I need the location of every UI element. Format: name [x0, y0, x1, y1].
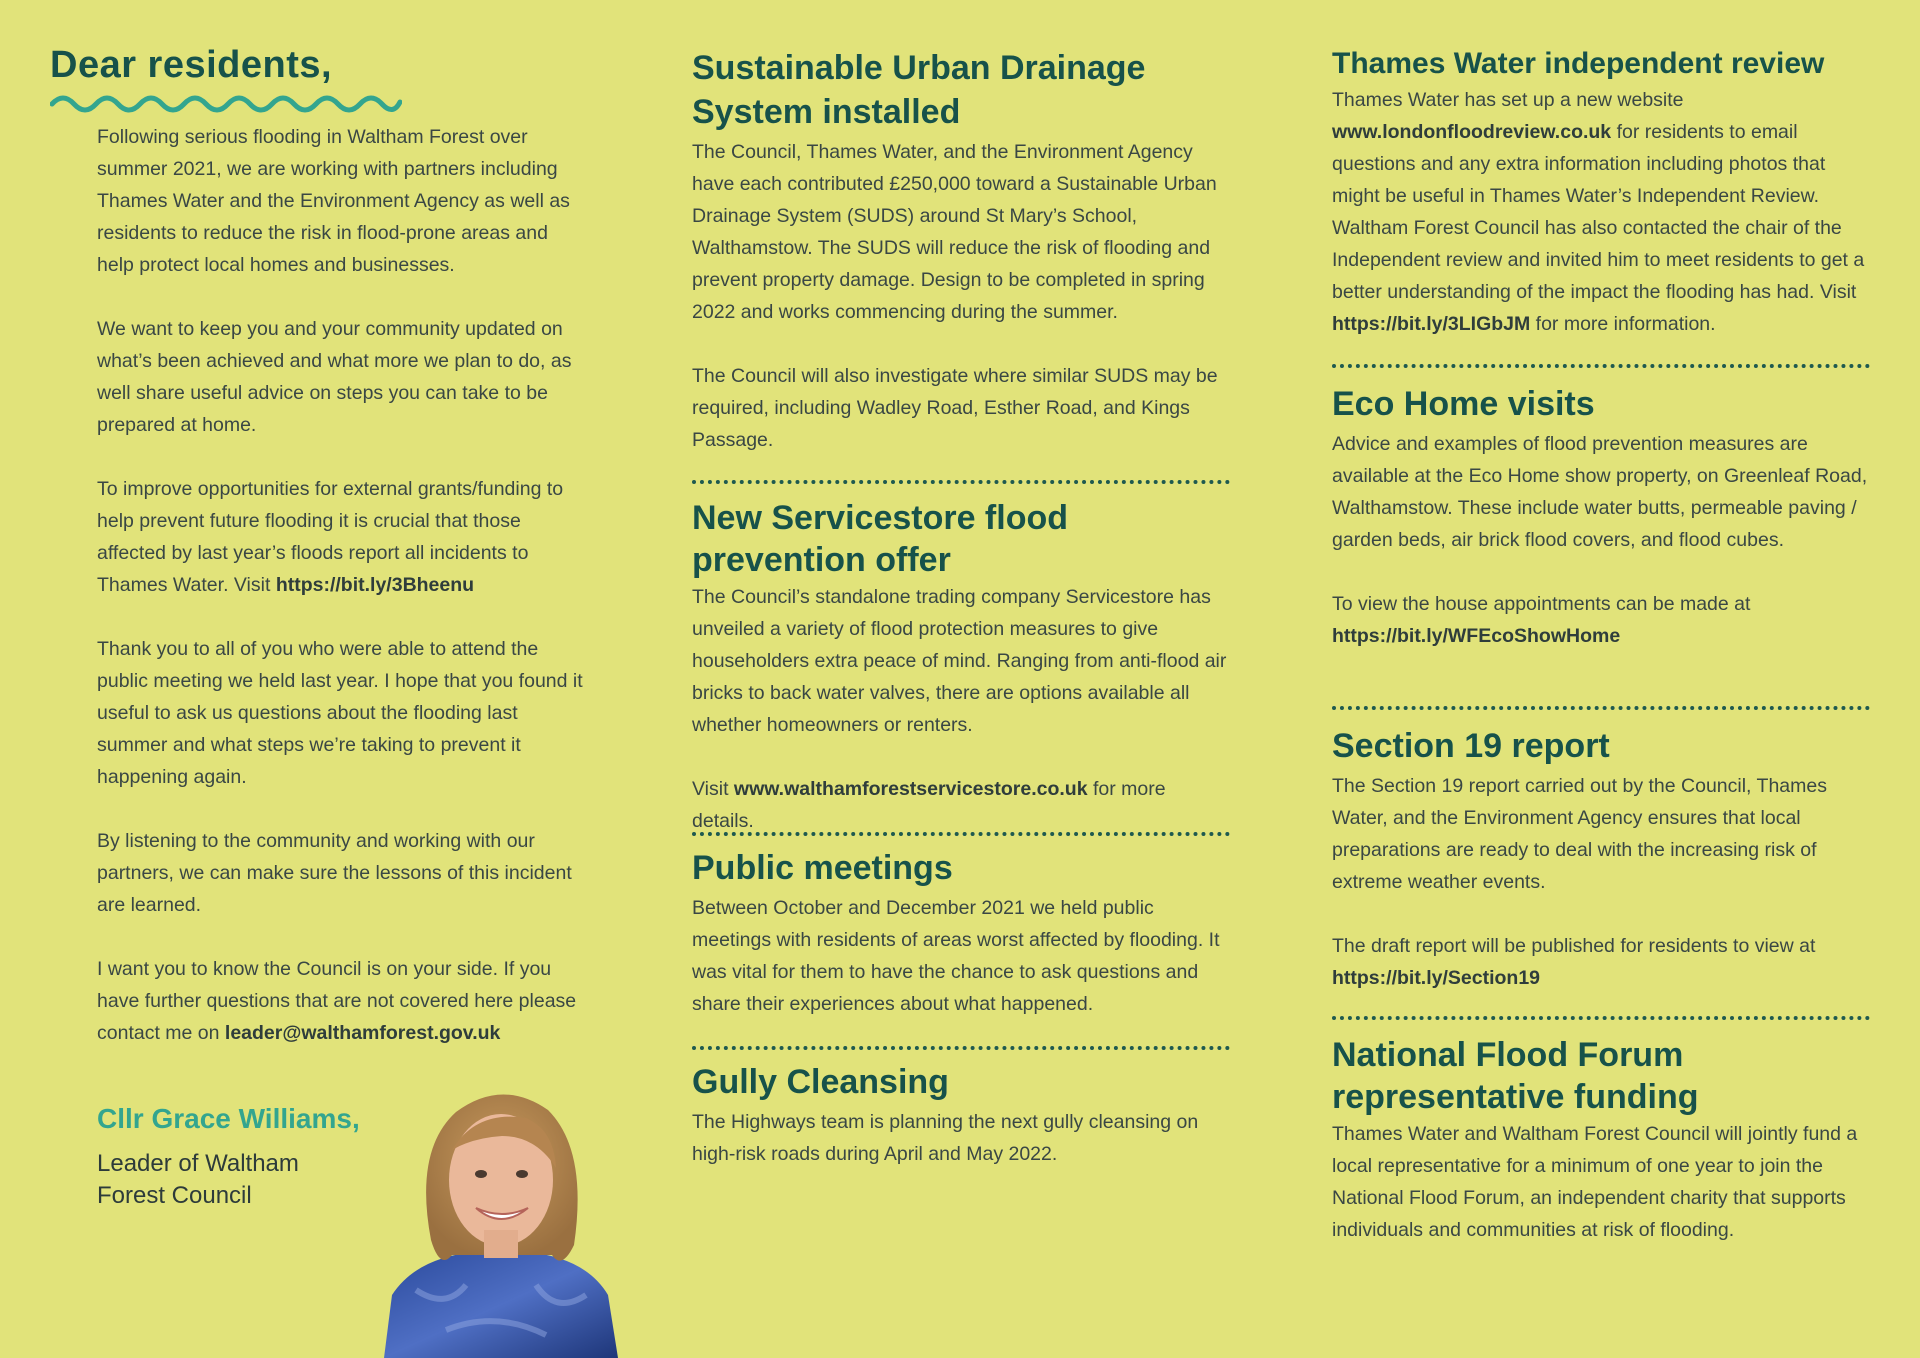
report-link[interactable]: https://bit.ly/3Bheenu: [275, 574, 475, 596]
section-divider: [1332, 1016, 1870, 1020]
suds-section: [692, 46, 1230, 456]
servicestore-paragraph: [692, 773, 1230, 837]
letter-text: I want you to know the Council is on your side. If you have further questions that are not covered here please contact me on: [97, 958, 577, 1044]
section-divider: [692, 480, 1230, 484]
review-section: [1332, 44, 1870, 340]
letter-paragraph: [97, 953, 587, 1049]
letter-body: [97, 121, 587, 1081]
suds-paragraph: The Council will also investigate where similar SUDS may be required, including Wadley Road, Esther Road, and Kings Passage.: [692, 365, 1218, 451]
section-divider: [692, 832, 1230, 836]
meetings-paragraph: Between October and December 2021 we held public meetings with residents of areas worst affected by flooding. It was vital for them to have the chance to ask questions and share their experiences about what happened.: [692, 897, 1220, 1015]
review-heading: Thames Water independent review: [1332, 47, 1825, 80]
review-text: for residents to email questions and any extra information including photos that might be useful in Thames Water’s Independent Review. Waltham Forest Council has also contacted the chair of the Independent review and invited him to meet residents to get a better understanding of the impact the flooding has had. Visit: [1332, 121, 1865, 303]
eco-showhome-link[interactable]: https://bit.ly/WFEcoShowHome: [1332, 625, 1621, 647]
letter-paragraph: Thank you to all of you who were able to attend the public meeting we held last year. I hope that you found it useful to ask us questions about the flooding last summer and what steps we’re taking to prevent it happening again.: [97, 638, 583, 788]
suds-paragraph: The Council, Thames Water, and the Environment Agency have each contributed £250,000 toward a Sustainable Urban Drainage System (SUDS) around St Mary’s School, Walthamstow. The SUDS will reduce the risk of flooding and prevent property damage. Design to be completed in spring 2022 and works commencing during the summer.: [692, 141, 1217, 323]
signature-role: Leader of Waltham Forest Council: [97, 1150, 299, 1209]
letter-paragraph: Following serious flooding in Waltham Forest over summer 2021, we are working with partners including Thames Water and the Environment Agency as well as residents to reduce the risk in flood-prone areas and help protect local homes and businesses.: [97, 126, 570, 276]
eco-heading: Eco Home visits: [1332, 385, 1595, 423]
section19-paragraph: The Section 19 report carried out by the Council, Thames Water, and the Environment Agency ensures that local preparations are ready to deal with the increasing risk of extreme weather events.: [1332, 775, 1827, 893]
review-text: for more information.: [1530, 313, 1716, 335]
eco-paragraph: Advice and examples of flood prevention measures are available at the Eco Home show property, on Greenleaf Road, Walthamstow. These include water butts, permeable paving / garden beds, air brick flood covers, and flood cubes.: [1332, 433, 1868, 551]
eco-section: [1332, 382, 1870, 652]
review-text: Thames Water has set up a new website: [1332, 89, 1684, 111]
letter-paragraph: [97, 473, 587, 601]
eco-text: To view the house appointments can be made at: [1332, 593, 1751, 615]
nff-section: [1332, 1034, 1870, 1246]
leader-email-link[interactable]: leader@walthamforest.gov.uk: [224, 1022, 501, 1044]
section19-link[interactable]: https://bit.ly/Section19: [1332, 967, 1541, 989]
servicestore-text: for more details.: [692, 778, 1166, 832]
meetings-section: [692, 846, 1230, 1020]
gully-heading: Gully Cleansing: [692, 1063, 949, 1101]
section-divider: [1332, 364, 1870, 368]
meetings-heading: Public meetings: [692, 849, 953, 887]
servicestore-heading: New Servicestore flood prevention offer: [692, 499, 1069, 579]
gully-section: [692, 1060, 1230, 1170]
letter-text: To improve opportunities for external grants/funding to help prevent future flooding it is crucial that those affected by last year’s floods report all incidents to Thames Water. Visit: [97, 478, 564, 596]
nff-paragraph: Thames Water and Waltham Forest Council will jointly fund a local representative for a minimum of one year to join the National Flood Forum, an independent charity that supports individuals and communities at risk of flooding.: [1332, 1123, 1858, 1241]
section-divider: [692, 1046, 1230, 1050]
eco-paragraph: [1332, 588, 1870, 652]
flood-review-link[interactable]: www.londonfloodreview.co.uk: [1332, 121, 1612, 143]
more-info-link[interactable]: https://bit.ly/3LIGbJM: [1332, 313, 1531, 335]
servicestore-text: Visit: [692, 778, 734, 800]
suds-heading: Sustainable Urban Drainage System installed: [692, 49, 1146, 131]
letter-paragraph: By listening to the community and working with our partners, we can make sure the lessons of this incident are learned.: [97, 830, 572, 916]
servicestore-section: [692, 497, 1230, 837]
section-divider: [1332, 706, 1870, 710]
signature-name: Cllr Grace Williams,: [97, 1103, 360, 1134]
review-paragraph: [1332, 84, 1870, 340]
gully-paragraph: The Highways team is planning the next gully cleansing on high-risk roads during April and May 2022.: [692, 1111, 1199, 1165]
section19-text: The draft report will be published for residents to view at: [1332, 935, 1816, 957]
wave-underline-icon: [50, 90, 402, 116]
servicestore-link[interactable]: www.walthamforestservicestore.co.uk: [733, 778, 1088, 800]
section19-paragraph: [1332, 930, 1870, 994]
section19-section: [1332, 724, 1870, 994]
nff-heading: National Flood Forum representative funding: [1332, 1036, 1699, 1116]
greeting-heading: Dear residents,: [50, 44, 333, 86]
letter-paragraph: We want to keep you and your community updated on what’s been achieved and what more we plan to do, as well share useful advice on steps you can take to be prepared at home.: [97, 318, 572, 436]
servicestore-paragraph: The Council’s standalone trading company Servicestore has unveiled a variety of flood protection measures to give householders extra peace of mind. Ranging from anti-flood air bricks to back water valves, there are options available all whether homeowners or renters.: [692, 586, 1227, 736]
leader-portrait-photo: [356, 1080, 646, 1358]
section19-heading: Section 19 report: [1332, 727, 1610, 765]
